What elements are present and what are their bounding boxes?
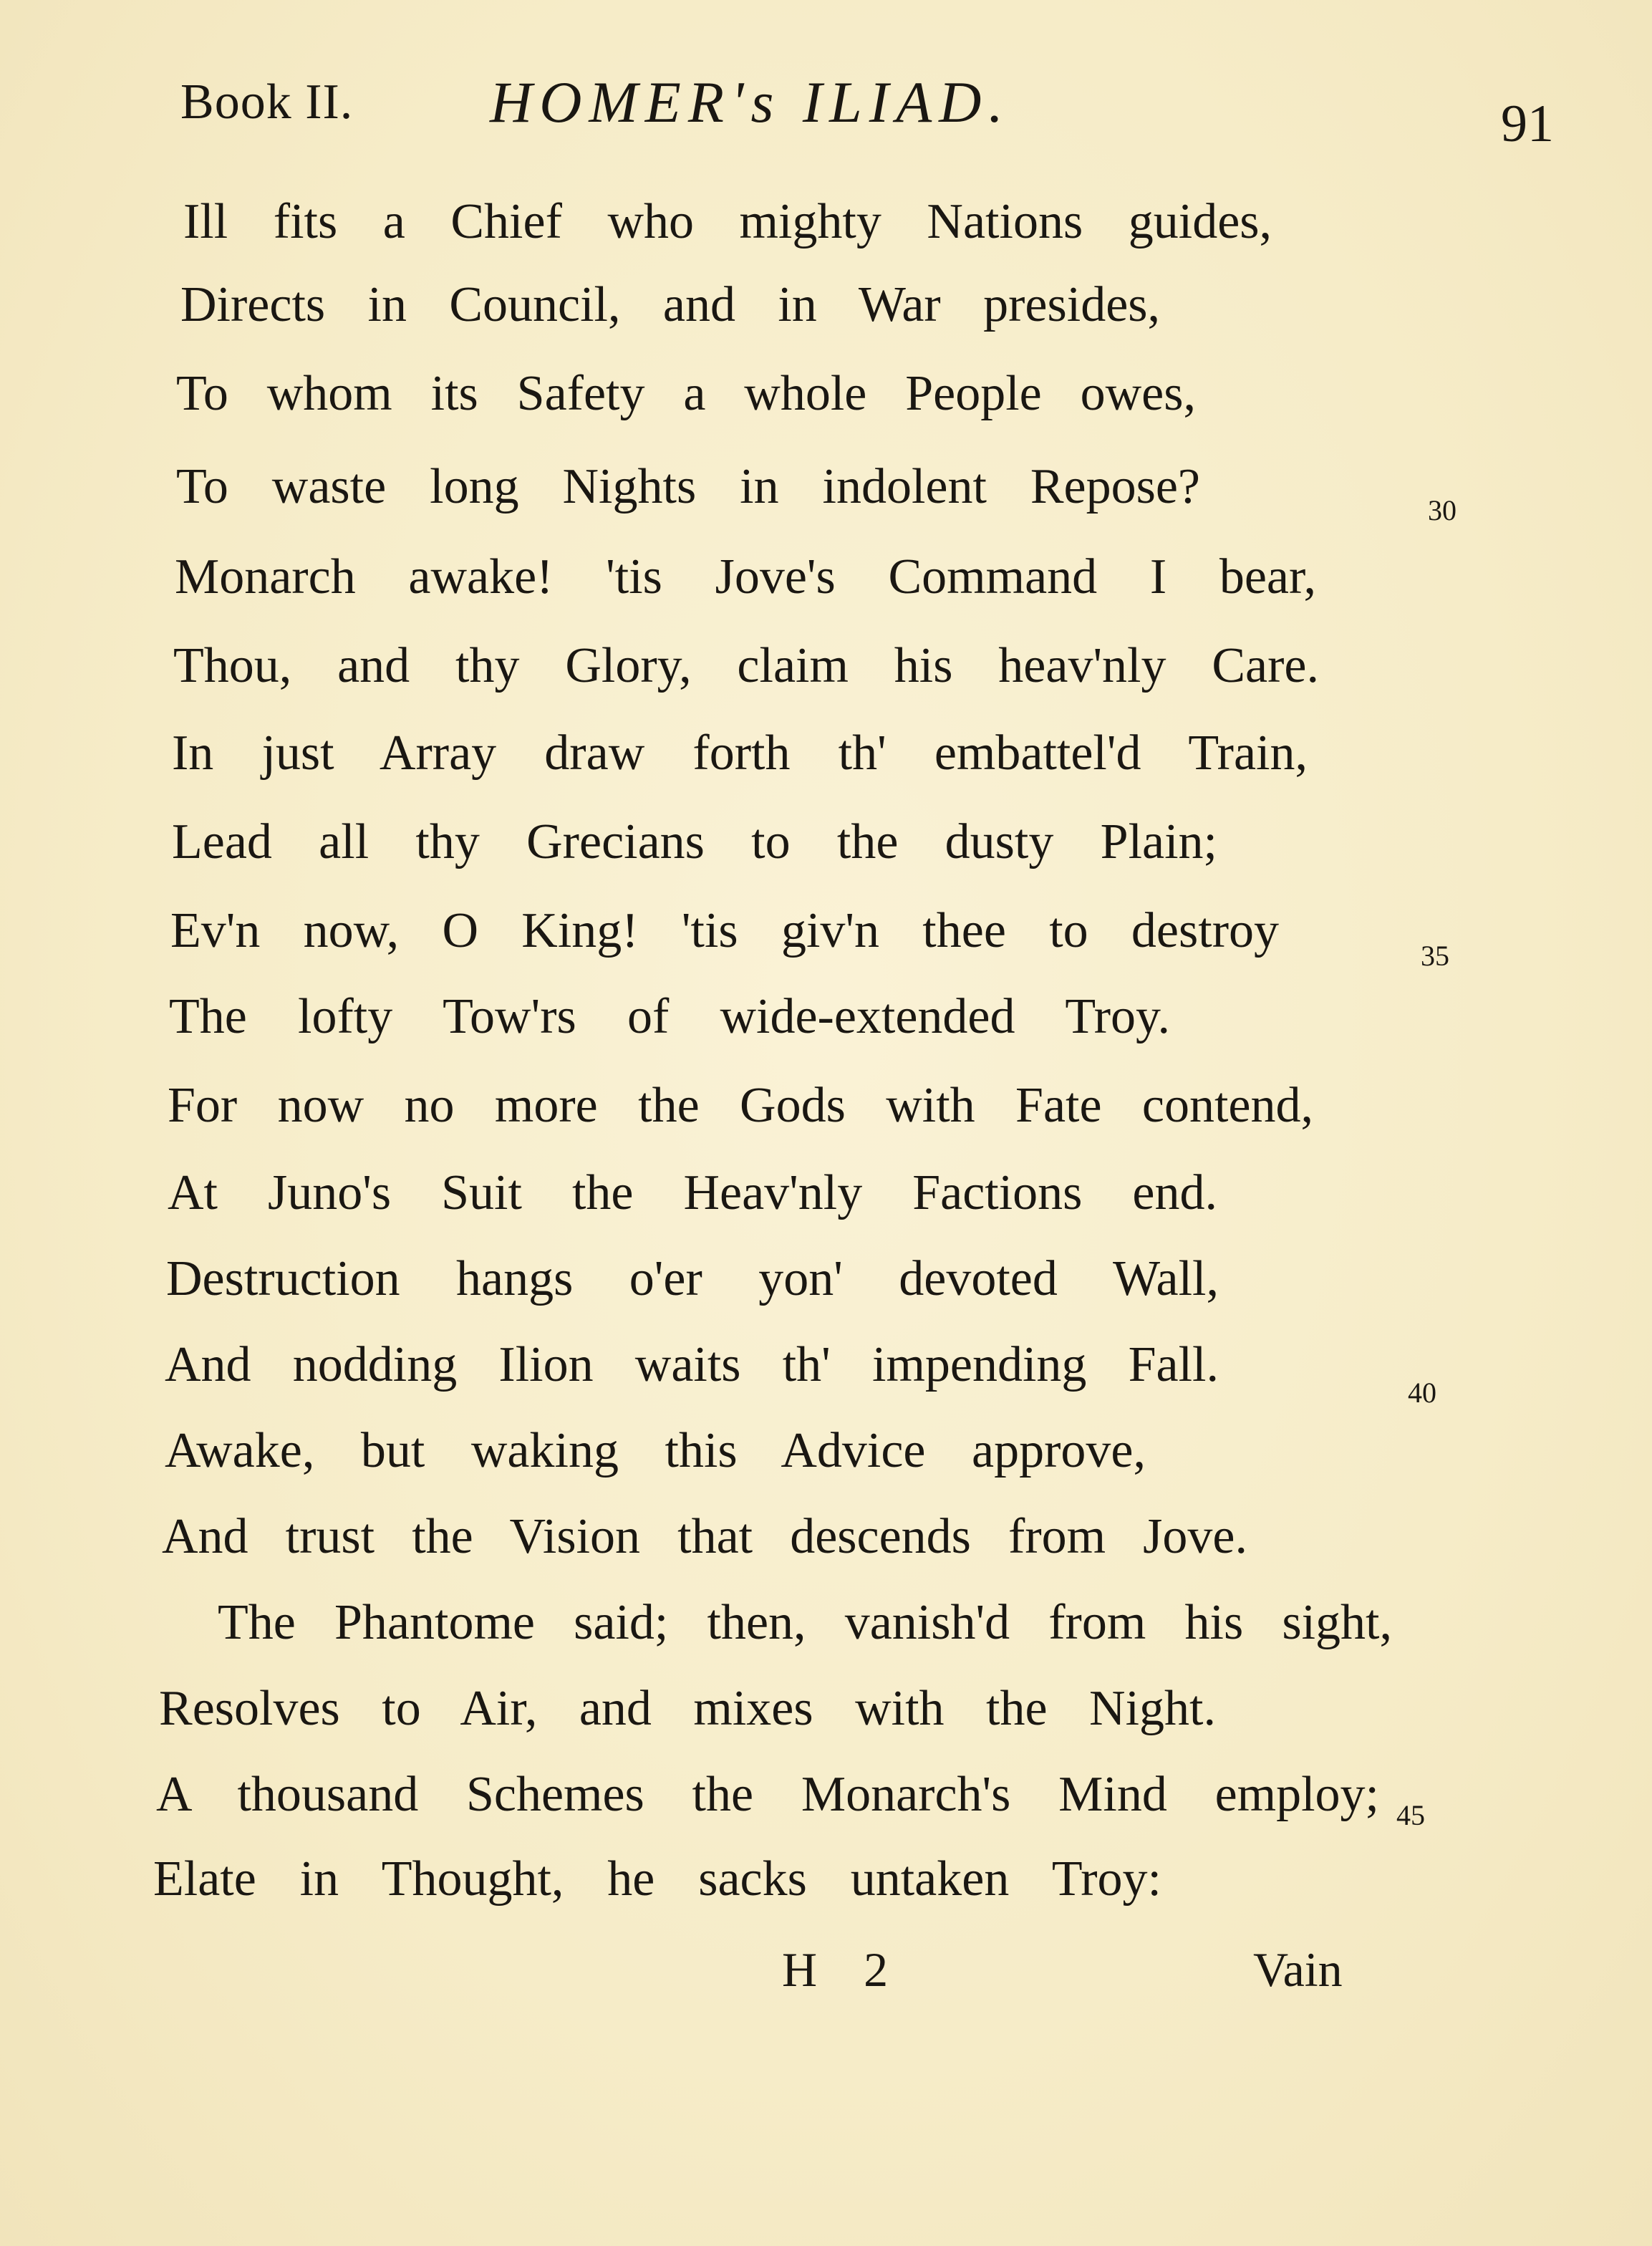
page-number: 91	[1501, 95, 1554, 153]
verse-line: The Phantome said; then, vanish'd from his sight,	[218, 1595, 1392, 1650]
verse-line: Monarch awake! 'tis Jove's Command I bear,	[175, 549, 1316, 604]
verse-line: Lead all thy Grecians to the dusty Plain;	[172, 814, 1217, 869]
line-number: 45	[1396, 1799, 1425, 1831]
verse-line: Thou, and thy Glory, claim his heav'nly Care.	[173, 638, 1319, 693]
verse-line: Ill fits a Chief who mighty Nations guides,	[183, 194, 1272, 249]
line-number: 30	[1428, 494, 1457, 526]
line-number: 40	[1408, 1377, 1436, 1409]
verse-line: And trust the Vision that descends from Jove.	[162, 1509, 1247, 1564]
verse-line: For now no more the Gods with Fate contend,	[168, 1078, 1313, 1133]
verse-line: A thousand Schemes the Monarch's Mind employ;	[156, 1767, 1379, 1822]
verse-line: The lofty Tow'rs of wide-extended Troy.	[169, 989, 1170, 1044]
verse-line: Resolves to Air, and mixes with the Night.	[159, 1681, 1216, 1736]
verse-line: Destruction hangs o'er yon' devoted Wall,	[166, 1251, 1219, 1306]
running-head-title: HOMER's ILIAD.	[490, 69, 1010, 135]
catchword: Vain	[1253, 1942, 1343, 1997]
verse-line: In just Array draw forth th' embattel'd Train,	[172, 726, 1308, 781]
signature-mark: H 2	[782, 1942, 906, 1997]
verse-line: To whom its Safety a whole People owes,	[176, 366, 1196, 421]
verse-line: And nodding Ilion waits th' impending Fall.	[165, 1337, 1219, 1392]
verse-line: Awake, but waking this Advice approve,	[165, 1423, 1146, 1478]
verse-line: At Juno's Suit the Heav'nly Factions end.	[168, 1165, 1217, 1220]
verse-line: Directs in Council, and in War presides,	[180, 277, 1160, 332]
verse-line: To waste long Nights in indolent Repose?	[176, 459, 1200, 514]
verse-line: Ev'n now, O King! 'tis giv'n thee to destroy	[170, 903, 1279, 958]
running-head-book: Book II.	[180, 74, 354, 130]
verse-line: Elate in Thought, he sacks untaken Troy:	[153, 1851, 1161, 1907]
line-number: 35	[1421, 940, 1449, 972]
